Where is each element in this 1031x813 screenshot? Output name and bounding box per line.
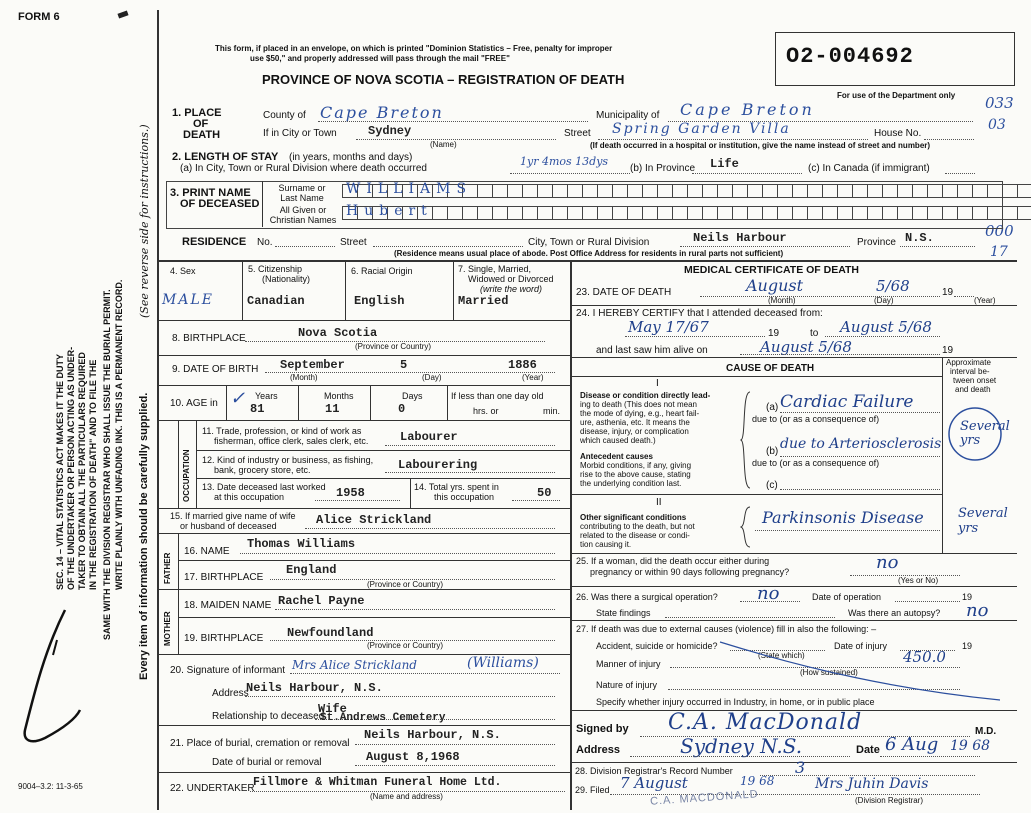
medical-title: MEDICAL CERTIFICATE OF DEATH	[684, 264, 859, 276]
side-statute-line-3: TAKER TO OBTAIN ALL THE PARTICULARS REQUIRED	[77, 352, 87, 590]
marital-label-3: (write the word)	[480, 284, 543, 294]
informant-sig-label: 20. Signature of informant	[170, 665, 286, 676]
dept-code-3: 000	[985, 222, 1014, 240]
cause-a-label: (a)	[766, 402, 779, 413]
strike-through-icon	[700, 630, 1010, 710]
cause-b-label: (b)	[766, 446, 779, 457]
death-year-prefix: 19	[942, 287, 954, 298]
attended-from-year: 19	[768, 328, 780, 339]
burial-place-label: 21. Place of burial, cremation or removal	[170, 738, 350, 749]
margin-signature-icon	[5, 600, 85, 760]
name-caption: (Name)	[430, 140, 457, 149]
municipality-label: Municipality of	[596, 110, 660, 121]
cause-c-label: (c)	[766, 480, 778, 491]
side-statute-line-4: IN THE REGISTRATION OF DEATH" AND TO FILE THE	[88, 359, 98, 590]
hrs-label: hrs. or	[473, 406, 499, 416]
city-label: If in City or Town	[263, 128, 337, 139]
filed-year: 19 68	[740, 774, 775, 788]
residence-city-label: City, Town or Rural Division	[528, 237, 650, 248]
death-day: 5/68	[876, 277, 910, 295]
occupation-side-label: OCCUPATION	[182, 449, 191, 502]
filed-label: 29. Filed	[575, 785, 610, 795]
cause-a-value: Cardiac Failure	[780, 392, 914, 412]
pregnancy-label-1: 25. If a woman, did the death occur either during	[576, 556, 770, 566]
other-interval: Several yrs	[958, 506, 1008, 536]
undertaker-caption: (Name and address)	[370, 792, 443, 801]
residence-label: RESIDENCE	[182, 236, 247, 248]
residence-province-label: Province	[857, 237, 896, 248]
registrar-caption: (Division Registrar)	[855, 796, 924, 805]
months-label: Months	[324, 391, 354, 401]
side-statute-line-1: SEC. 14 – VITAL STATISTICS ACT MAKES IT THE DUTY	[55, 353, 65, 590]
other-line-1: Other significant conditions	[580, 513, 687, 522]
county-value: Cape Breton	[320, 103, 444, 122]
other-line-2: contributing to the death, but not	[580, 522, 695, 531]
interval-label-2: interval be-	[950, 367, 990, 376]
wife-value: Alice Strickland	[316, 513, 432, 527]
last-saw-label: and last saw him alive on	[596, 345, 708, 356]
residence-note: (Residence means usual place of abode. Post Office Address for residents in rural parts not sufficient)	[394, 249, 784, 258]
attended-to-label: to	[810, 328, 819, 339]
death-day-caption: (Day)	[874, 296, 894, 305]
mother-maiden-value: Rachel Payne	[278, 594, 365, 608]
given-value: Hubert	[346, 203, 433, 219]
residence-no-label: No.	[257, 237, 273, 248]
signed-address-value: Sydney N.S.	[680, 734, 803, 758]
form-code: 9004–3.2: 11-3-65	[18, 782, 83, 791]
marital-label-2: Widowed or Divorced	[468, 274, 554, 284]
informant-signature: Mrs Alice Strickland	[292, 658, 417, 672]
given-label-2: Christian Names	[269, 215, 337, 225]
dob-label: 9. DATE OF BIRTH	[172, 364, 259, 375]
due-to-2: due to (or as a consequence of)	[752, 458, 880, 468]
antecedent-line-3: the underlying condition last.	[580, 479, 682, 488]
street-label: Street	[564, 128, 591, 139]
sex-value: MALE	[162, 292, 214, 308]
trade-label-1: 11. Trade, profession, or kind of work as	[202, 426, 362, 436]
dob-day-caption: (Day)	[422, 373, 442, 382]
due-to-1: due to (or as a consequence of)	[752, 414, 880, 424]
last-saw-year: 19	[942, 345, 954, 356]
signed-by-label: Signed by	[576, 723, 629, 735]
attended-from: May 17/67	[628, 318, 709, 336]
street-value: Spring Garden Villa	[612, 121, 791, 137]
burial-cemetery: St.Andrews Cemetery	[320, 712, 446, 724]
residence-street-label: Street	[340, 237, 367, 248]
father-bp-caption: (Province or Country)	[367, 580, 444, 589]
mother-bp-caption: (Province or Country)	[367, 641, 444, 650]
surgery-value: no	[757, 583, 780, 604]
dob-month-caption: (Month)	[290, 373, 318, 382]
registrar-signature: Mrs Juhin Davis	[815, 776, 929, 792]
trade-value: Labourer	[400, 430, 458, 444]
nature-label: Nature of injury	[596, 680, 658, 690]
marital-value: Married	[458, 294, 509, 308]
roman-i: I	[656, 378, 659, 389]
direct-line-1: Disease or condition directly lead-	[580, 391, 711, 400]
origin-value: English	[354, 294, 405, 308]
other-condition-value: Parkinsonis Disease	[762, 508, 924, 527]
given-label-1: All Given or	[279, 205, 327, 215]
age-label: 10. AGE in	[170, 398, 218, 409]
autopsy-label: Was there an autopsy?	[848, 608, 941, 618]
roman-ii: II	[656, 497, 662, 508]
accident-label: Accident, suicide or homicide?	[596, 641, 718, 651]
name-label-1: 3. PRINT NAME	[170, 187, 251, 199]
industry-label-1: 12. Kind of industry or business, as fishing,	[202, 455, 374, 465]
interval-label-4: and death	[955, 385, 991, 394]
last-saw-value: August 5/68	[760, 338, 852, 356]
mother-bp-label: 19. BIRTHPLACE	[184, 633, 264, 644]
years-spent-value: 50	[537, 486, 552, 500]
surname-value: WILLIAMS	[346, 181, 473, 197]
bracket-icon	[740, 390, 752, 490]
birthplace-caption: (Province or Country)	[355, 342, 432, 351]
county-label: County of	[263, 110, 306, 121]
manner-value: 450.0	[903, 648, 946, 666]
informant-sig-paren: (Williams)	[467, 655, 539, 671]
filed-value: 7 August	[620, 774, 688, 792]
place-label: 1. PLACE	[172, 107, 222, 119]
father-bp-label: 17. BIRTHPLACE	[184, 572, 264, 583]
mother-bp-value: Newfoundland	[287, 626, 374, 640]
mark-icon	[117, 10, 128, 18]
age-months: 11	[325, 402, 340, 416]
direct-line-3: the mode of dying, e.g., heart fail-	[580, 409, 700, 418]
stay-b-label: (b) In Province	[630, 163, 696, 174]
registration-number: O2-004692	[786, 44, 914, 69]
findings-label: State findings	[596, 608, 651, 618]
burial-date-label: Date of burial or removal	[212, 757, 322, 768]
registrar-num-label: 28. Division Registrar's Record Number	[575, 766, 733, 776]
sex-label: 4. Sex	[170, 266, 196, 276]
md-label: M.D.	[975, 726, 997, 737]
wife-label-2: or husband of deceased	[180, 521, 277, 531]
father-bp-value: England	[286, 563, 337, 577]
direct-line-2: ing to death (This does not mean	[580, 400, 697, 409]
stay-a-value: 1yr 4mos 13dys	[520, 155, 609, 168]
birthplace-label: 8. BIRTHPLACE	[172, 333, 246, 344]
autopsy-value: no	[966, 600, 989, 621]
dept-code-4: 17	[990, 244, 1008, 260]
signed-date-label: Date	[856, 744, 880, 756]
interval-label-1: Approximate	[946, 358, 991, 367]
death-month: August	[746, 276, 804, 295]
last-worked-label-1: 13. Date deceased last worked	[202, 482, 326, 492]
yes-no-caption: (Yes or No)	[898, 576, 939, 585]
informant-address-value: Neils Harbour, N.S.	[246, 681, 383, 695]
registrar-num-value: 3	[795, 758, 806, 777]
registrar-stamp: C.A. MACDONALD	[649, 788, 760, 808]
trade-label-2: fisherman, office clerk, sales clerk, etc.	[214, 436, 369, 446]
mother-maiden-label: 18. MAIDEN NAME	[184, 600, 272, 611]
citizenship-label-1: 5. Citizenship	[248, 264, 303, 274]
pregnancy-value: no	[876, 552, 899, 573]
death-month-caption: (Month)	[768, 296, 796, 305]
informant-address-label: Address	[212, 688, 249, 699]
stay-b-value: Life	[710, 157, 739, 171]
injury-date-label: Date of injury	[834, 641, 888, 651]
direct-line-5: disease, injury, or complication	[580, 427, 689, 436]
father-side-label: FATHER	[163, 552, 172, 584]
origin-label: 6. Racial Origin	[351, 266, 413, 276]
burial-place-value: Neils Harbour, N.S.	[364, 728, 501, 742]
side-statute-line-2: OF THE UNDERTAKER OR PERSON ACTING AS UNDER-	[66, 346, 76, 590]
antecedent-title: Antecedent causes	[580, 452, 653, 461]
residence-province-value: N.S.	[905, 231, 934, 245]
form-title: PROVINCE OF NOVA SCOTIA – REGISTRATION OF DEATH	[262, 72, 625, 87]
stay-c-label: (c) In Canada (if immigrant)	[808, 163, 930, 174]
injury-year: 19	[962, 641, 973, 651]
death-year-caption: (Year)	[974, 296, 996, 305]
direct-line-4: ure, asthenia, etc. It means the	[580, 418, 690, 427]
interval-circle-icon	[945, 404, 1005, 464]
dob-month: September	[280, 358, 345, 372]
years-label: Years	[255, 391, 278, 401]
side-supply-note: Every item of information should be carefully supplied.	[138, 392, 150, 680]
manner-label: Manner of injury	[596, 659, 661, 669]
hospital-note: (If death occurred in a hospital or institution, give the name instead of street and number)	[590, 141, 931, 150]
burial-date-value: August 8,1968	[366, 750, 460, 764]
op-date-label: Date of operation	[812, 592, 882, 602]
signed-date-value: 6 Aug	[885, 734, 939, 755]
state-which-caption: (State which)	[758, 651, 805, 660]
specify-label: Specify whether injury occurred in Industry, in home, or in public place	[596, 697, 875, 707]
last-worked-value: 1958	[336, 486, 365, 500]
interval-label-3: tween onset	[953, 376, 997, 385]
citizenship-label-2: (Nationality)	[262, 274, 311, 284]
op-year: 19	[962, 592, 973, 602]
citizenship-value: Canadian	[247, 294, 305, 308]
less-than-day-label: If less than one day old	[451, 391, 544, 401]
signed-by-value: C.A. MacDonald	[668, 710, 863, 735]
given-grid	[342, 206, 1031, 220]
cause-b-value: due to Arteriosclerosis	[780, 436, 942, 452]
stay-label-tail: (in years, months and days)	[289, 152, 413, 163]
days-label: Days	[402, 391, 423, 401]
undertaker-value: Fillmore & Whitman Funeral Home Ltd.	[253, 776, 502, 789]
side-statute-line-6: WRITE PLAINLY WITH UNFADING INK. THIS IS A PERMANENT RECORD.	[114, 279, 124, 590]
relationship-label: Relationship to deceased	[212, 711, 325, 722]
birthplace-value: Nova Scotia	[298, 326, 378, 340]
undertaker-label: 22. UNDERTAKER	[170, 783, 255, 794]
surname-label-1: Surname or	[278, 183, 326, 193]
city-value: Sydney	[368, 124, 412, 138]
age-check-icon: ✓	[230, 388, 246, 409]
header-note-line-2: use $50," and properly addressed will pass through the mail "FREE"	[250, 54, 510, 63]
wife-label-1: 15. If married give name of wife	[170, 511, 296, 521]
surname-label-2: Last Name	[280, 193, 324, 203]
residence-city-value: Neils Harbour	[693, 231, 787, 245]
father-name-label: 16. NAME	[184, 546, 230, 557]
dob-day: 5	[400, 358, 408, 372]
signed-date-year: 19 68	[950, 738, 991, 754]
external-label: 27. If death was due to external causes (violence) fill in also the following: –	[576, 624, 877, 634]
dob-year: 1886	[508, 358, 537, 372]
years-spent-label-2: this occupation	[434, 492, 495, 502]
industry-value: Labourering	[398, 458, 478, 472]
bracket-icon-2	[740, 505, 752, 549]
cause-title: CAUSE OF DEATH	[726, 363, 815, 374]
dept-code-1: 033	[985, 94, 1014, 112]
father-name-value: Thomas Williams	[247, 537, 356, 551]
antecedent-line-1: Morbid conditions, if any, giving	[580, 461, 692, 470]
pregnancy-label-2: pregnancy or within 90 days following pregnancy?	[590, 567, 790, 577]
other-line-4: tion causing it.	[580, 540, 632, 549]
other-line-3: related to the disease or condi-	[580, 531, 690, 540]
direct-line-6: which caused death.)	[580, 436, 656, 445]
form-label: FORM 6	[18, 11, 60, 23]
antecedent-line-2: rise to the above cause, stating	[580, 470, 691, 479]
stay-label: 2. LENGTH OF STAY	[172, 151, 279, 163]
side-instruction: (See reverse side for instructions.)	[138, 124, 151, 318]
relationship-value: Wife	[318, 702, 347, 716]
place-death-label: DEATH	[183, 129, 221, 141]
age-days: 0	[398, 402, 406, 416]
certify-label: 24. I HEREBY CERTIFY that I attended deceased from:	[576, 308, 823, 319]
municipality-value: Cape Breton	[680, 100, 815, 119]
age-years: 81	[250, 402, 265, 416]
dept-code-2: 03	[988, 117, 1006, 133]
industry-label-2: bank, grocery store, etc.	[214, 465, 311, 475]
name-label-2: OF DECEASED	[180, 198, 260, 210]
house-label: House No.	[874, 128, 922, 139]
years-spent-label-1: 14. Total yrs. spent in	[414, 482, 499, 492]
death-date-label: 23. DATE OF DEATH	[576, 287, 672, 298]
min-label: min.	[543, 406, 561, 416]
stay-a-label: (a) In City, Town or Rural Division where death occurred	[180, 163, 427, 174]
place-of-label: OF	[193, 118, 209, 130]
signed-address-label: Address	[576, 744, 621, 756]
dob-year-caption: (Year)	[522, 373, 544, 382]
side-statute-line-5: SAME WITH THE DIVISION REGISTRAR WHO SHALL ISSUE THE BURIAL PERMIT.	[102, 289, 112, 640]
how-sustained-caption: (How sustained)	[800, 668, 858, 677]
marital-label-1: 7. Single, Married,	[458, 264, 532, 274]
cause-a-interval: Several yrs	[960, 419, 1010, 448]
last-worked-label-2: at this occupation	[214, 492, 285, 502]
attended-to: August 5/68	[840, 318, 932, 336]
surgery-label: 26. Was there a surgical operation?	[576, 592, 718, 602]
mother-side-label: MOTHER	[163, 611, 172, 646]
header-note-line-1: This form, if placed in an envelope, on which is printed "Dominion Statistics – Free, penalty for improper	[215, 44, 613, 53]
department-note: For use of the Department only	[837, 91, 956, 100]
